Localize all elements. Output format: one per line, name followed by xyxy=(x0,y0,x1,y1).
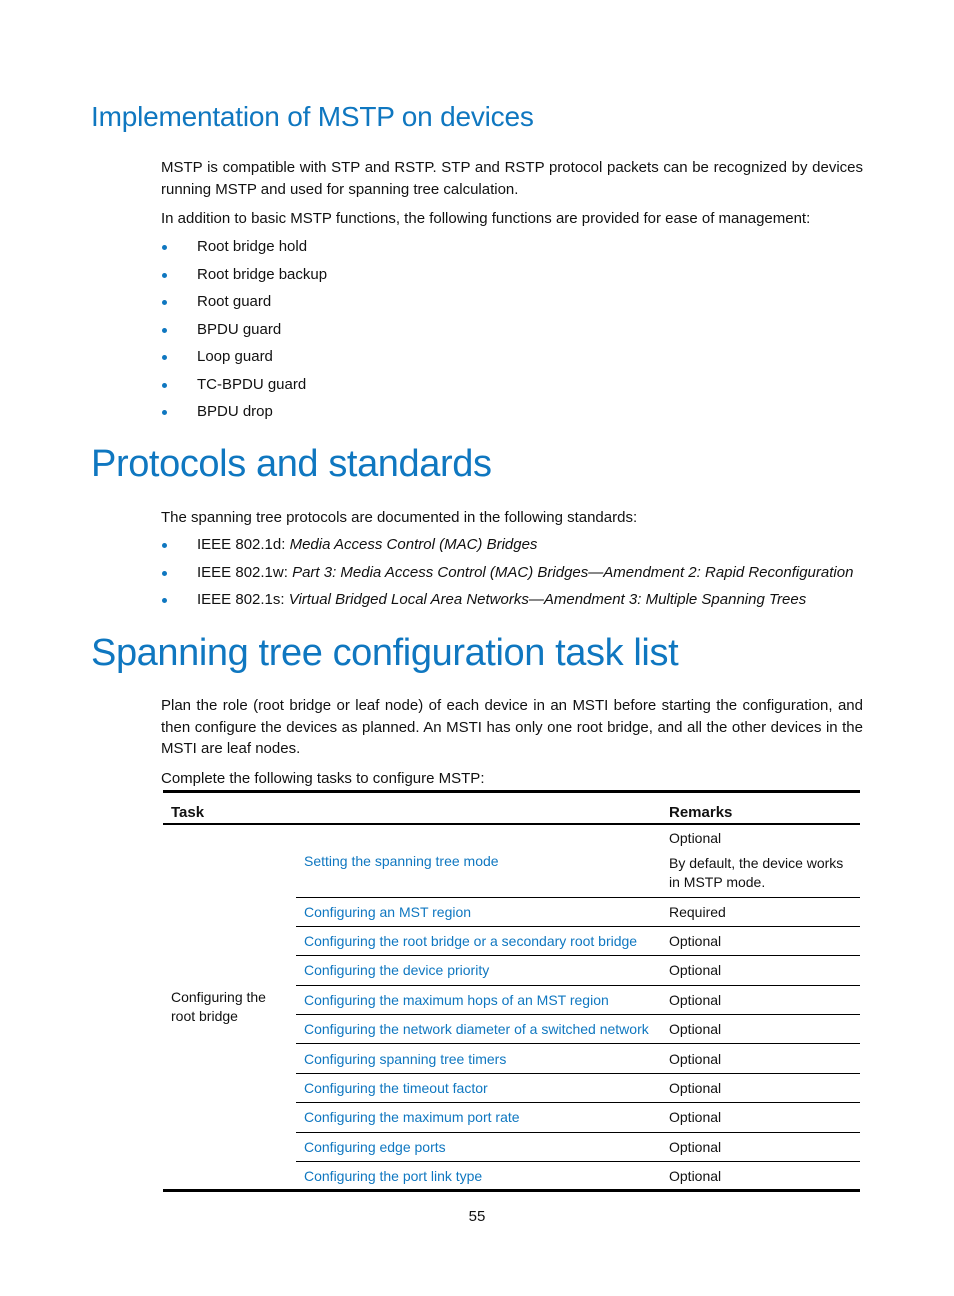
task-link[interactable]: Configuring spanning tree timers xyxy=(304,1050,507,1067)
section-title-implementation: Implementation of MSTP on devices xyxy=(91,101,534,132)
table-row xyxy=(163,824,860,897)
table-header-row xyxy=(163,792,860,825)
remark-text: Optional xyxy=(661,956,860,985)
task-table xyxy=(163,790,860,1192)
bullet-icon xyxy=(162,410,167,415)
list-item: IEEE 802.1d: Media Access Control (MAC) Bridges xyxy=(161,534,853,562)
remark-text: Optional xyxy=(661,1073,860,1102)
list-item: Loop guard xyxy=(161,346,327,374)
impl-paragraph-2: In addition to basic MSTP functions, the following functions are provided for ease of management: xyxy=(161,210,811,227)
list-item: Root bridge backup xyxy=(161,264,327,292)
bullet-icon xyxy=(162,543,167,548)
section-title-task-list: Spanning tree configuration task list xyxy=(91,632,679,674)
task-link[interactable]: Configuring the device priority xyxy=(304,962,490,979)
task-link[interactable]: Configuring an MST region xyxy=(304,903,472,920)
bullet-icon xyxy=(162,571,167,576)
impl-paragraph-1: MSTP is compatible with STP and RSTP. STP and RSTP protocol packets can be recognized by devices running MSTP and used for spanning tree calculation. xyxy=(161,159,863,198)
remark-text: Optional xyxy=(661,1044,860,1073)
bullet-icon xyxy=(162,300,167,305)
remark-text: Optional xyxy=(669,1167,722,1184)
impl-feature-list xyxy=(161,236,327,429)
remark-text: Optional xyxy=(669,830,722,847)
remark-text: Required xyxy=(661,897,860,926)
page-number: 55 xyxy=(468,1208,486,1225)
standards-list xyxy=(161,534,853,617)
task-link[interactable]: Setting the spanning tree mode xyxy=(304,852,499,869)
tasklist-paragraph-1: Plan the role (root bridge or leaf node) of each device in an MSTI before starting the configuration, and then configure the devices as planned. An MSTI has only one root bridge, and all the other devices in the MSTI are leaf nodes. xyxy=(161,697,863,757)
section-title-protocols: Protocols and standards xyxy=(91,443,492,485)
list-item: BPDU drop xyxy=(161,401,327,429)
bullet-icon xyxy=(162,245,167,250)
list-item: IEEE 802.1w: Part 3: Media Access Control (MAC) Bridges—Amendment 2: Rapid Reconfiguration xyxy=(161,562,853,590)
task-link[interactable]: Configuring the timeout factor xyxy=(304,1080,488,1097)
task-link[interactable]: Configuring the root bridge or a secondary root bridge xyxy=(304,933,638,950)
task-link[interactable]: Configuring the maximum hops of an MST region xyxy=(304,991,609,1008)
header-task: Task xyxy=(171,803,205,821)
task-link[interactable]: Configuring edge ports xyxy=(304,1138,446,1155)
bullet-icon xyxy=(162,355,167,360)
list-item: Root guard xyxy=(161,291,327,319)
bullet-icon xyxy=(162,598,167,603)
task-link[interactable]: Configuring the maximum port rate xyxy=(304,1109,520,1126)
remark-text: By default, the device works in MSTP mode. xyxy=(669,855,844,891)
task-link[interactable]: Configuring the port link type xyxy=(304,1167,483,1184)
remark-text: Optional xyxy=(661,985,860,1014)
task-link[interactable]: Configuring the network diameter of a switched network xyxy=(304,1021,649,1038)
task-group-label: Configuring the root bridge xyxy=(171,989,266,1025)
tasklist-paragraph-2: Complete the following tasks to configure MSTP: xyxy=(161,770,485,787)
remark-text: Optional xyxy=(661,1015,860,1044)
bullet-icon xyxy=(162,328,167,333)
list-item: TC-BPDU guard xyxy=(161,374,327,402)
bullet-icon xyxy=(162,273,167,278)
list-item: BPDU guard xyxy=(161,319,327,347)
list-item: Root bridge hold xyxy=(161,236,327,264)
bullet-icon xyxy=(162,383,167,388)
remark-text: Optional xyxy=(661,1132,860,1161)
remark-text: Optional xyxy=(661,1103,860,1132)
remark-text: Optional xyxy=(661,926,860,955)
list-item: IEEE 802.1s: Virtual Bridged Local Area Networks—Amendment 3: Multiple Spanning Trees xyxy=(161,589,853,617)
header-remarks: Remarks xyxy=(669,803,733,821)
protocols-intro: The spanning tree protocols are documented in the following standards: xyxy=(161,509,638,526)
